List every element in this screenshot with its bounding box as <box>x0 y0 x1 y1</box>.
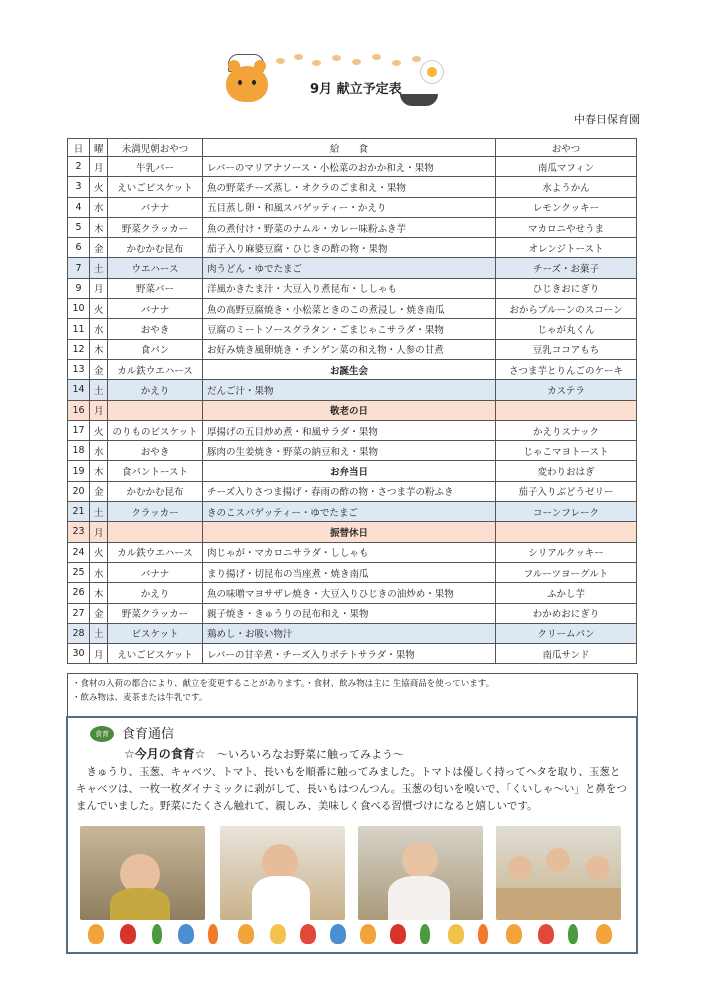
cell-snack: ひじきおにぎり <box>496 278 637 298</box>
cell-dow: 金 <box>90 603 108 623</box>
cell-lunch: 親子焼き・きゅうりの昆布和え・果物 <box>203 603 496 623</box>
cell-dow: 月 <box>90 522 108 542</box>
cell-lunch: 肉うどん・ゆでたまご <box>203 258 496 278</box>
pepper-icon <box>300 924 316 944</box>
table-header-row <box>68 139 637 157</box>
table-row <box>68 319 637 339</box>
cell-dow: 金 <box>90 359 108 379</box>
cell-morning: かむかむ昆布 <box>108 481 203 501</box>
cell-day: 11 <box>68 319 90 339</box>
cell-morning: バナナ <box>108 562 203 582</box>
cell-day: 9 <box>68 278 90 298</box>
cell-dow: 金 <box>90 238 108 258</box>
cell-morning: バナナ <box>108 299 203 319</box>
cell-snack: カステラ <box>496 380 637 400</box>
corn-icon <box>270 924 286 944</box>
cell-day: 13 <box>68 359 90 379</box>
cell-snack: コーンフレーク <box>496 502 637 522</box>
table-row <box>68 522 637 542</box>
cell-snack: オレンジトースト <box>496 238 637 258</box>
cell-dow: 土 <box>90 623 108 643</box>
cell-snack: 変わりおはぎ <box>496 461 637 481</box>
table-row <box>68 502 637 522</box>
cell-lunch: 魚の味噌マヨサザレ焼き・大豆入りひじきの油炒め・果物 <box>203 583 496 603</box>
table-row <box>68 603 637 623</box>
cell-day: 21 <box>68 502 90 522</box>
frying-pan-icon <box>400 94 438 106</box>
cell-day: 4 <box>68 197 90 217</box>
cell-lunch: 鶏めし・お吸い物汁 <box>203 623 496 643</box>
cell-day: 27 <box>68 603 90 623</box>
cell-snack: 水ようかん <box>496 177 637 197</box>
cell-lunch: 魚の煮付け・野菜のナムル・カレー味粉ふき芋 <box>203 217 496 237</box>
table-row <box>68 197 637 217</box>
cell-day: 10 <box>68 299 90 319</box>
cell-snack: フルーツヨーグルト <box>496 562 637 582</box>
cell-snack <box>496 522 637 542</box>
cell-dow: 土 <box>90 380 108 400</box>
cell-lunch: お好み焼き風卵焼き・チンゲン菜の和え物・人参の甘煮 <box>203 339 496 359</box>
cell-dow: 木 <box>90 217 108 237</box>
cell-day: 2 <box>68 157 90 177</box>
cell-lunch: 魚の高野豆腐焼き・小松菜ときのこの煮浸し・焼き南瓜 <box>203 299 496 319</box>
cell-snack: マカロニやせうま <box>496 217 637 237</box>
cell-dow: 木 <box>90 583 108 603</box>
newsletter-body: きゅうり、玉葱、キャベツ、トマト、長いもを順番に触ってみました。トマトは優しく持ってヘタを取り、玉葱とキャベツは、一枚一枚ダイナミックに剥がして、長いもはつんつん。玉葱の匂いを嗅いで、「くいしゃ～い」と鼻をつまんでいました。野菜にたくさん触れて、親しみ、美味しく食べる習慣づけになると嬉しいです。 <box>76 766 627 812</box>
page-header <box>0 0 707 130</box>
cell-morning <box>108 400 203 420</box>
cell-dow: 木 <box>90 339 108 359</box>
kid-icon <box>506 924 522 944</box>
cell-snack: じゃこマヨトースト <box>496 441 637 461</box>
pan-icon <box>330 924 346 944</box>
bottle-icon <box>178 924 194 944</box>
cell-lunch: お弁当日 <box>203 461 496 481</box>
cell-lunch: 魚の野菜チーズ蒸し・オクラのごま和え・果物 <box>203 177 496 197</box>
cell-lunch: 豚肉の生姜焼き・野菜の納豆和え・果物 <box>203 441 496 461</box>
table-row <box>68 400 637 420</box>
cell-morning: 野菜バー <box>108 278 203 298</box>
cell-morning: かえり <box>108 380 203 400</box>
cell-lunch: きのこスパゲッティー・ゆでたまご <box>203 502 496 522</box>
cell-lunch: チーズ入りさつま揚げ・春雨の酢の物・さつま芋の粉ふき <box>203 481 496 501</box>
cell-day: 20 <box>68 481 90 501</box>
header-dow: 曜 <box>90 139 108 157</box>
note-line: ・飲み物は、麦茶または牛乳です。 <box>72 693 208 703</box>
cucumber-icon <box>420 924 430 944</box>
cell-morning: カル鉄ウエハース <box>108 542 203 562</box>
header-day: 日 <box>68 139 90 157</box>
cell-snack: かえりスナック <box>496 420 637 440</box>
table-row <box>68 481 637 501</box>
pepper-icon <box>538 924 554 944</box>
table-row <box>68 461 637 481</box>
table-row <box>68 380 637 400</box>
cell-lunch: レバーのマリアナソース・小松菜のおかか和え・果物 <box>203 157 496 177</box>
cell-morning: 食パン <box>108 339 203 359</box>
header-morning: 未満児朝おやつ <box>108 139 203 157</box>
cell-lunch: 肉じゃが・マカロニサラダ・ししゃも <box>203 542 496 562</box>
cell-day: 19 <box>68 461 90 481</box>
cell-dow: 金 <box>90 481 108 501</box>
cell-dow: 月 <box>90 157 108 177</box>
cell-day: 12 <box>68 339 90 359</box>
newsletter-heading: 食育通信 <box>122 727 175 742</box>
cell-day: 26 <box>68 583 90 603</box>
cell-snack: おからプルーンのスコーン <box>496 299 637 319</box>
cell-lunch: お誕生会 <box>203 359 496 379</box>
cell-day: 17 <box>68 420 90 440</box>
cell-lunch: 茄子入り麻婆豆腐・ひじきの酢の物・果物 <box>203 238 496 258</box>
cell-morning: 牛乳バー <box>108 157 203 177</box>
table-row <box>68 420 637 440</box>
subtitle-text: ～いろいろなお野菜に触ってみよう～ <box>217 748 405 761</box>
cell-lunch: 敬老の日 <box>203 400 496 420</box>
cell-snack: ふかし芋 <box>496 583 637 603</box>
cell-dow: 土 <box>90 502 108 522</box>
school-name: 中春日保育園 <box>574 113 640 126</box>
cell-snack <box>496 400 637 420</box>
cell-snack: レモンクッキー <box>496 197 637 217</box>
menu-table <box>67 138 637 664</box>
cell-snack: シリアルクッキー <box>496 542 637 562</box>
cell-snack: じゃが丸くん <box>496 319 637 339</box>
cell-morning: ビスケット <box>108 623 203 643</box>
table-row <box>68 278 637 298</box>
cell-morning: 食パントースト <box>108 461 203 481</box>
carrot-icon <box>208 924 218 944</box>
cell-lunch: 豆腐のミートソースグラタン・ごまじゃこサラダ・果物 <box>203 319 496 339</box>
cell-dow: 月 <box>90 644 108 664</box>
corn-icon <box>448 924 464 944</box>
cell-morning: バナナ <box>108 197 203 217</box>
tomato-icon <box>390 924 406 944</box>
cell-snack: チーズ・お菓子 <box>496 258 637 278</box>
cell-lunch: レバーの甘辛煮・チーズ入りポテトサラダ・果物 <box>203 644 496 664</box>
page-title: 9月 献立予定表 <box>310 82 402 97</box>
table-row <box>68 299 637 319</box>
cell-lunch: 振替休日 <box>203 522 496 542</box>
kid-icon <box>88 924 104 944</box>
table-row <box>68 359 637 379</box>
note-line: ・食材の入荷の都合により、献立を変更することがあります。・食材、飲み物は主に 生協商品を使っています。 <box>72 679 495 689</box>
notes <box>67 673 638 717</box>
photo <box>496 826 621 920</box>
cell-day: 16 <box>68 400 90 420</box>
cell-day: 28 <box>68 623 90 643</box>
cell-lunch: まり揚げ・切昆布の当座煮・焼き南瓜 <box>203 562 496 582</box>
cell-dow: 火 <box>90 177 108 197</box>
tomato-icon <box>120 924 136 944</box>
cell-morning: 野菜クラッカー <box>108 217 203 237</box>
cell-lunch: 厚揚げの五目炒め煮・和風サラダ・果物 <box>203 420 496 440</box>
cucumber-icon <box>568 924 578 944</box>
cell-morning <box>108 522 203 542</box>
table-row <box>68 583 637 603</box>
cell-dow: 火 <box>90 299 108 319</box>
cell-dow: 土 <box>90 258 108 278</box>
cell-day: 6 <box>68 238 90 258</box>
cell-snack: わかめおにぎり <box>496 603 637 623</box>
cell-morning: のりものビスケット <box>108 420 203 440</box>
table-row <box>68 644 637 664</box>
table-row <box>68 217 637 237</box>
table-row <box>68 339 637 359</box>
cell-lunch: 五目蒸し卵・和風スパゲッティー・かえり <box>203 197 496 217</box>
cell-snack: クリームパン <box>496 623 637 643</box>
table-row <box>68 441 637 461</box>
kid-icon <box>360 924 376 944</box>
cucumber-icon <box>152 924 162 944</box>
badge-icon: 食育 <box>90 726 114 742</box>
table-row <box>68 177 637 197</box>
cell-dow: 月 <box>90 278 108 298</box>
cell-lunch: だんご汁・果物 <box>203 380 496 400</box>
cell-dow: 火 <box>90 420 108 440</box>
cell-morning: 野菜クラッカー <box>108 603 203 623</box>
cell-morning: かえり <box>108 583 203 603</box>
cell-dow: 木 <box>90 461 108 481</box>
kid-icon <box>596 924 612 944</box>
cell-day: 30 <box>68 644 90 664</box>
cell-day: 5 <box>68 217 90 237</box>
cell-day: 23 <box>68 522 90 542</box>
cell-dow: 水 <box>90 562 108 582</box>
photo <box>80 826 205 920</box>
table-row <box>68 238 637 258</box>
cell-snack: 南瓜マフィン <box>496 157 637 177</box>
cell-morning: かむかむ昆布 <box>108 238 203 258</box>
table-row <box>68 542 637 562</box>
cell-dow: 火 <box>90 542 108 562</box>
table-row <box>68 623 637 643</box>
photo <box>358 826 483 920</box>
fried-egg-icon <box>420 60 444 84</box>
cell-day: 18 <box>68 441 90 461</box>
cell-morning: えいごビスケット <box>108 177 203 197</box>
header-snack: おやつ <box>496 139 637 157</box>
subtitle-main: ☆今月の食育☆ <box>124 747 206 761</box>
carrot-icon <box>478 924 488 944</box>
photo <box>220 826 345 920</box>
cell-dow: 水 <box>90 197 108 217</box>
cell-dow: 水 <box>90 319 108 339</box>
cell-day: 14 <box>68 380 90 400</box>
cell-day: 25 <box>68 562 90 582</box>
cell-snack: 茄子入りぶどうゼリー <box>496 481 637 501</box>
cell-morning: クラッカー <box>108 502 203 522</box>
cell-morning: えいごビスケット <box>108 644 203 664</box>
table-row <box>68 157 637 177</box>
bear-chef-icon <box>226 66 268 102</box>
cell-dow: 月 <box>90 400 108 420</box>
cell-snack: 豆乳ココアもち <box>496 339 637 359</box>
cell-morning: おやき <box>108 441 203 461</box>
cell-lunch: 洋風かきたま汁・大豆入り煮昆布・ししゃも <box>203 278 496 298</box>
cell-day: 3 <box>68 177 90 197</box>
cell-snack: 南瓜サンド <box>496 644 637 664</box>
cell-morning: カル鉄ウエハース <box>108 359 203 379</box>
header-lunch: 給 食 <box>203 139 496 157</box>
table-row <box>68 562 637 582</box>
cell-morning: ウエハース <box>108 258 203 278</box>
kid-icon <box>238 924 254 944</box>
cell-day: 7 <box>68 258 90 278</box>
newsletter-subtitle <box>124 745 404 762</box>
table-row <box>68 258 637 278</box>
cell-snack: さつま芋とりんごのケーキ <box>496 359 637 379</box>
cell-dow: 水 <box>90 441 108 461</box>
cell-morning: おやき <box>108 319 203 339</box>
cell-day: 24 <box>68 542 90 562</box>
newsletter-box <box>66 716 638 954</box>
